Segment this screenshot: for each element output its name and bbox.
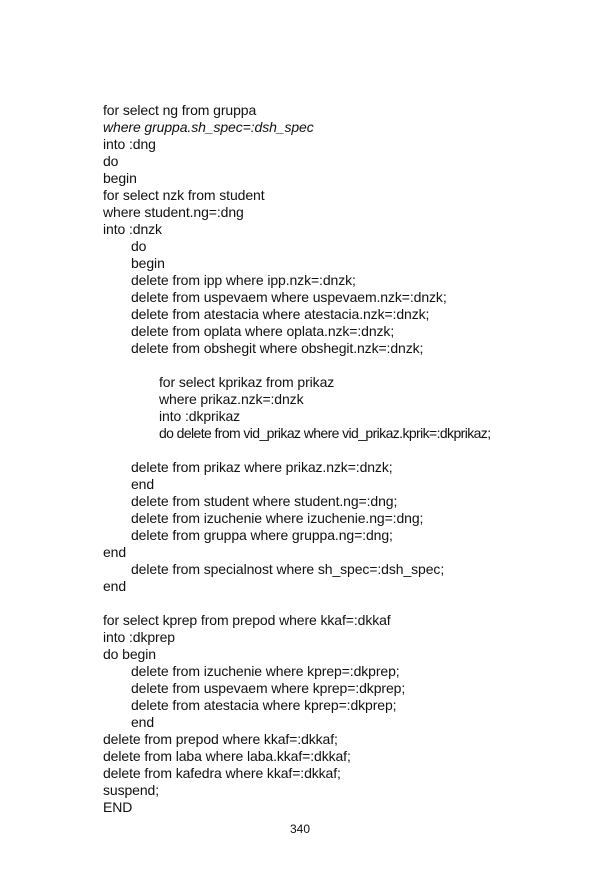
code-line: delete from prepod where kkaf=:dkkaf;	[103, 731, 338, 747]
code-line: end	[103, 578, 127, 594]
code-line: delete from izuchenie where kprep=:dkprep;	[131, 663, 400, 679]
code-line: suspend;	[103, 782, 160, 798]
code-line: END	[103, 799, 133, 815]
code-line: do	[131, 238, 147, 254]
code-line: for select kprikaz from prikaz	[159, 374, 335, 390]
code-line: delete from specialnost where sh_spec=:dsh_spec;	[131, 561, 445, 577]
code-line: for select nzk from student	[103, 187, 265, 203]
code-line: delete from laba where laba.kkaf=:dkkaf;	[103, 748, 351, 764]
page-number: 340	[289, 822, 311, 836]
code-line: delete from izuchenie where izuchenie.ng=:dng;	[131, 510, 424, 526]
blank-line	[103, 357, 583, 374]
code-line: end	[103, 544, 127, 560]
code-line: begin	[103, 170, 137, 186]
code-line: do delete from vid_prikaz where vid_prikaz.kprik=:dkprikaz;	[159, 425, 491, 441]
code-line: into :dnzk	[103, 221, 162, 237]
code-line: into :dkprikaz	[159, 408, 241, 424]
code-line: begin	[131, 255, 165, 271]
code-line: into :dng	[103, 136, 156, 152]
blank-line	[103, 595, 583, 612]
code-line: do	[103, 153, 119, 169]
code-line: for select kprep from prepod where kkaf=:dkkaf	[103, 612, 391, 628]
code-line: into :dkprep	[103, 629, 175, 645]
code-line: delete from ipp where ipp.nzk=:dnzk;	[131, 272, 356, 288]
code-line: end	[131, 714, 155, 730]
code-line: delete from obshegit where obshegit.nzk=:dnzk;	[131, 340, 424, 356]
blank-line	[103, 442, 583, 459]
code-line: delete from uspevaem where uspevaem.nzk=:dnzk;	[131, 289, 447, 305]
code-listing	[103, 102, 583, 816]
code-line: where prikaz.nzk=:dnzk	[159, 391, 304, 407]
code-line: end	[131, 476, 155, 492]
code-line: delete from atestacia where kprep=:dkprep;	[131, 697, 397, 713]
code-line: delete from prikaz where prikaz.nzk=:dnzk;	[131, 459, 393, 475]
code-line: delete from uspevaem where kprep=:dkprep;	[131, 680, 406, 696]
code-line: delete from atestacia where atestacia.nzk=:dnzk;	[131, 306, 430, 322]
code-line: where gruppa.sh_spec=:dsh_spec	[103, 119, 314, 135]
code-line: delete from gruppa where gruppa.ng=:dng;	[131, 527, 393, 543]
code-line: delete from student where student.ng=:dng;	[131, 493, 398, 509]
code-line: delete from kafedra where kkaf=:dkkaf;	[103, 765, 341, 781]
code-line: where student.ng=:dng	[103, 204, 244, 220]
code-line: delete from oplata where oplata.nzk=:dnzk;	[131, 323, 395, 339]
code-line: do begin	[103, 646, 156, 662]
code-line: for select ng from gruppa	[103, 102, 257, 118]
